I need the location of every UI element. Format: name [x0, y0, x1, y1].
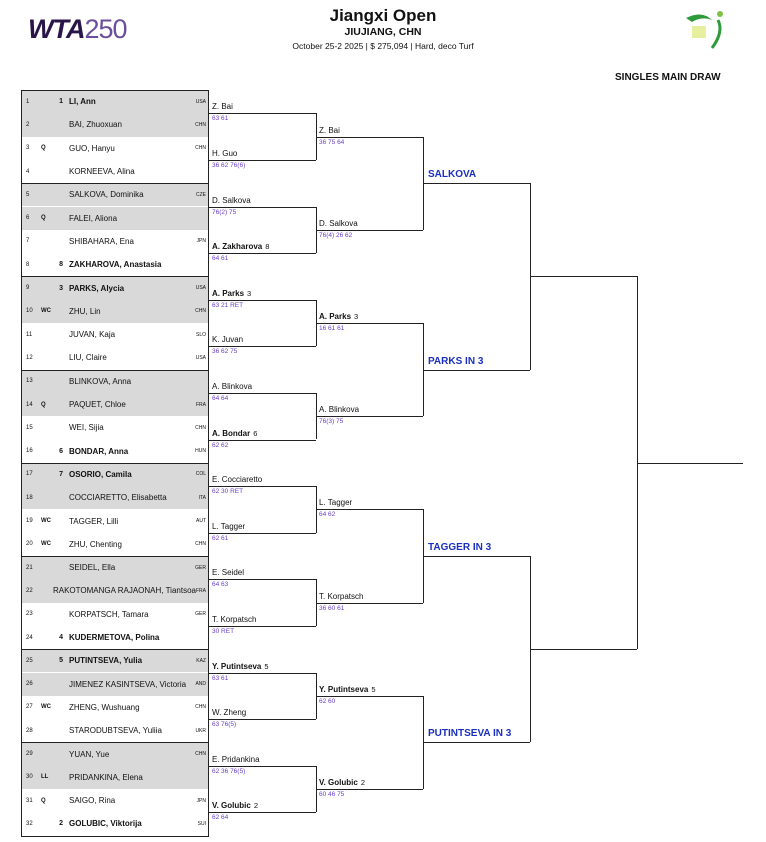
bracket-line — [209, 812, 316, 813]
draw-position: 9 — [26, 285, 30, 292]
country: FRA — [195, 587, 206, 594]
draw-position: 24 — [26, 634, 33, 641]
match-score: 63 21 RET — [212, 301, 244, 309]
entry-status: WC — [41, 518, 51, 525]
draw-position: 8 — [26, 261, 30, 268]
country: GER — [195, 611, 206, 618]
draw-position: 1 — [26, 98, 30, 105]
player-name: RAKOTOMANGA RAJAONAH, Tiantsoa — [52, 586, 196, 596]
player-name: LI, Ann — [69, 97, 96, 107]
country: CHN — [195, 308, 206, 315]
winner-label: L. Tagger — [319, 498, 353, 508]
bracket-line — [423, 742, 530, 743]
match-box — [21, 742, 209, 836]
bracket-line — [423, 556, 530, 557]
country: SLO — [195, 331, 206, 338]
winner-label: A. Blinkova — [319, 405, 360, 415]
winner-label: A. Bondar — [212, 428, 251, 438]
draw-position: 18 — [26, 494, 33, 501]
winner-name — [319, 312, 358, 321]
country: SUI — [197, 820, 206, 827]
country: USA — [195, 285, 206, 292]
country: USA — [195, 354, 206, 361]
winner-label: H. Guo — [212, 148, 238, 158]
entry-status: LL — [41, 774, 49, 781]
match-score: 30 RET — [212, 627, 235, 635]
bracket-line — [209, 300, 316, 301]
quarterfinal-result: TAGGER IN 3 — [428, 542, 492, 553]
winner-label: E. Cocciaretto — [212, 475, 263, 485]
draw-position: 5 — [26, 191, 30, 198]
player-name: JUVAN, Kaja — [69, 330, 116, 340]
quarterfinal-result: PARKS IN 3 — [428, 355, 484, 367]
draw-position: 6 — [26, 215, 30, 222]
winner-label: A. Parks — [212, 288, 245, 298]
winner-label: T. Korpatsch — [212, 614, 257, 624]
draw-position: 29 — [26, 751, 33, 758]
winner-label: Y. Putintseva — [212, 661, 262, 671]
country: CZE — [196, 191, 206, 198]
draw-position: 26 — [26, 681, 33, 688]
seed: 8 — [59, 261, 63, 269]
country: CHN — [195, 121, 206, 128]
country: CHN — [195, 704, 206, 711]
winner-seed: 6 — [253, 428, 258, 438]
bracket-line — [209, 113, 316, 114]
match-score: 62 60 — [319, 697, 336, 705]
winner-seed: 3 — [247, 288, 252, 298]
winner-label: K. Juvan — [212, 335, 244, 345]
match-score: 60 46 75 — [319, 791, 345, 798]
country: CHN — [195, 541, 206, 548]
player-name: SHIBAHARA, Ena — [69, 236, 134, 246]
tournament-info: October 25-2 2025 | $ 275,094 | Hard, deco Turf — [292, 41, 474, 51]
winner-name — [212, 149, 237, 158]
player-name: ZHENG, Wushuang — [69, 702, 140, 712]
match-score: 76(3) 75 — [319, 418, 344, 426]
winner-seed: 2 — [360, 778, 365, 787]
player-name: KORPATSCH, Tamara — [69, 609, 149, 619]
country: AUT — [196, 518, 206, 525]
draw-position: 27 — [26, 704, 33, 711]
draw-position: 16 — [26, 448, 33, 455]
player-name: TAGGER, Lilli — [69, 516, 119, 526]
match-score: 36 75 64 — [319, 138, 345, 146]
match-score: 36 62 76(6) — [212, 161, 246, 169]
winner-name — [319, 219, 358, 228]
draw-position: 14 — [26, 401, 33, 408]
match-box — [21, 649, 209, 743]
winner-label: Y. Putintseva — [319, 684, 369, 694]
player-name: OSORIO, Camila — [69, 469, 132, 479]
seed: 2 — [59, 820, 63, 828]
player-name: GOLUBIC, Viktorija — [69, 819, 142, 829]
winner-name — [212, 102, 233, 111]
winner-name — [319, 126, 340, 135]
match-score: 64 61 — [212, 255, 229, 263]
draw-position: 11 — [26, 331, 33, 338]
winner-name — [212, 568, 244, 577]
entry-status: WC — [41, 308, 51, 315]
bracket-line — [423, 370, 530, 371]
winner-name — [319, 405, 359, 414]
winner-name — [212, 475, 262, 484]
seed: 4 — [59, 634, 63, 642]
match-score: 63 61 — [212, 115, 229, 123]
country: CHN — [195, 145, 206, 152]
country: FRA — [196, 401, 206, 408]
winner-name — [319, 778, 365, 787]
player-name: ZAKHAROVA, Anastasia — [69, 260, 162, 270]
draw-position: 12 — [26, 354, 33, 361]
match-score: 16 61 61 — [319, 325, 345, 332]
bracket-line — [209, 160, 316, 161]
seed: 3 — [59, 284, 63, 292]
country: CHN — [195, 424, 206, 431]
winner-label: L. Tagger — [212, 521, 246, 531]
draw-position: 13 — [26, 378, 33, 385]
winner-name — [212, 662, 269, 671]
winner-name — [319, 498, 352, 507]
country: COL — [195, 471, 206, 478]
entry-status: Q — [41, 145, 46, 152]
winner-name — [212, 615, 256, 624]
quarterfinal-result: PUTINTSEVA IN 3 — [428, 728, 512, 740]
player-name: LIU, Claire — [69, 353, 107, 363]
quarterfinal-result: SALKOVA — [428, 169, 477, 181]
match-box — [21, 183, 209, 277]
match-box — [21, 556, 209, 650]
bracket-line — [316, 603, 423, 604]
match-box — [21, 463, 209, 557]
winner-name — [212, 755, 260, 764]
player-name: SAIGO, Rina — [69, 796, 116, 806]
winner-name — [212, 522, 245, 531]
bracket-line — [209, 533, 316, 534]
seed: 7 — [59, 470, 63, 478]
player-name: ZHU, Chenting — [69, 539, 122, 549]
player-name: BLINKOVA, Anna — [69, 376, 132, 386]
match-score: 36 60 61 — [319, 604, 345, 612]
player-name: SALKOVA, Dominika — [69, 190, 144, 200]
player-name: PARKS, Alycia — [69, 283, 125, 293]
player-name: ZHU, Lin — [69, 306, 101, 316]
player-name: BAI, Zhuoxuan — [69, 120, 122, 130]
winner-name — [212, 708, 246, 717]
bracket-line — [209, 253, 316, 254]
country: CHN — [195, 751, 206, 758]
country: HUN — [195, 448, 206, 455]
bracket-line — [209, 440, 316, 441]
match-score: 36 62 75 — [212, 348, 238, 356]
winner-name — [212, 289, 251, 298]
bracket-line — [316, 416, 423, 417]
bracket-line — [209, 207, 316, 208]
match-score: 63 76(5) — [212, 721, 237, 729]
bracket-line — [316, 323, 423, 324]
winner-label: Z. Bai — [319, 125, 340, 135]
bracket-line — [209, 393, 316, 394]
winner-label: W. Zheng — [212, 708, 247, 718]
player-name: FALEI, Aliona — [69, 213, 118, 223]
bracket-line — [423, 183, 530, 184]
jiangxi-open-logo — [682, 8, 728, 52]
seed: 6 — [59, 447, 63, 455]
entry-status: Q — [41, 797, 46, 804]
winner-name — [212, 196, 251, 205]
winner-label: A. Zakharova — [212, 242, 263, 252]
winner-seed: 5 — [371, 684, 376, 694]
winner-label: V. Golubic — [319, 778, 358, 787]
player-name: GUO, Hanyu — [69, 143, 115, 153]
winner-label: Z. Bai — [212, 102, 233, 112]
player-name: PUTINTSEVA, Yulia — [69, 656, 143, 666]
entry-status: Q — [41, 401, 46, 408]
player-name: JIMENEZ KASINTSEVA, Victoria — [69, 679, 187, 689]
winner-label: D. Salkova — [319, 218, 358, 228]
country: UKR — [195, 727, 206, 734]
winner-name — [212, 335, 243, 344]
match-score: 63 61 — [212, 674, 229, 682]
bracket-line — [209, 719, 316, 720]
wta-250-logo: WTA250 — [28, 14, 127, 44]
winner-label: E. Pridankina — [212, 754, 260, 764]
winner-seed: 3 — [354, 312, 359, 321]
match-score: 64 64 — [212, 394, 229, 402]
bracket-line — [316, 509, 423, 510]
match-box — [21, 276, 209, 370]
draw-position: 32 — [26, 820, 33, 827]
player-name: BONDAR, Anna — [69, 446, 129, 456]
match-score: 76(4) 26 62 — [319, 231, 353, 239]
winner-name — [212, 429, 257, 438]
bracket-line — [316, 789, 423, 790]
winner-label: D. Salkova — [212, 195, 251, 205]
match-score: 62 64 — [212, 814, 229, 822]
draw-label: SINGLES MAIN DRAW — [615, 72, 721, 83]
draw-position: 17 — [26, 471, 33, 478]
draw-position: 19 — [26, 518, 33, 525]
match-box — [21, 90, 209, 184]
winner-name — [212, 382, 252, 391]
draw-position: 22 — [26, 587, 33, 594]
player-name: SEIDEL, Ella — [69, 563, 116, 573]
draw-position: 7 — [26, 238, 30, 245]
country: JPN — [196, 238, 206, 245]
draw-position: 2 — [26, 121, 30, 128]
draw-position: 23 — [26, 611, 33, 618]
winner-label: A. Parks — [319, 312, 352, 321]
match-score: 62 62 — [212, 441, 229, 449]
match-score: 76(2) 75 — [212, 208, 237, 216]
match-score: 64 62 — [319, 511, 336, 519]
tournament-title: Jiangxi Open — [329, 6, 437, 25]
match-score: 62 30 RET — [212, 488, 244, 496]
player-name: PAQUET, Chloe — [69, 400, 126, 410]
bracket-line — [209, 673, 316, 674]
entry-status: WC — [41, 704, 51, 711]
entry-status: Q — [41, 215, 46, 222]
bracket-line — [316, 137, 423, 138]
bracket-line — [209, 486, 316, 487]
draw-position: 21 — [26, 564, 33, 571]
winner-name — [319, 685, 376, 694]
winner-label: V. Golubic — [212, 801, 251, 811]
winner-seed: 5 — [264, 661, 269, 671]
player-name: YUAN, Yue — [69, 749, 110, 759]
match-score: 62 36 76(5) — [212, 767, 246, 775]
draw-position: 25 — [26, 657, 33, 664]
draw-position: 31 — [26, 797, 33, 804]
bracket-line — [530, 276, 637, 277]
bracket-line — [209, 766, 316, 767]
winner-label: E. Seidel — [212, 568, 245, 578]
match-score: 62 61 — [212, 534, 229, 542]
player-name: COCCIARETTO, Elisabetta — [69, 493, 167, 503]
bracket-line — [209, 626, 316, 627]
seed: 5 — [59, 657, 63, 665]
winner-name — [319, 592, 363, 601]
draw-position: 3 — [26, 145, 30, 152]
tournament-location: JIUJIANG, CHN — [344, 26, 422, 38]
match-box — [21, 370, 209, 464]
draw-position: 30 — [26, 774, 33, 781]
country: ITA — [198, 494, 206, 501]
country: JPN — [196, 797, 206, 804]
country: AND — [195, 681, 206, 688]
player-name: KORNEEVA, Alina — [69, 167, 135, 177]
draw-position: 20 — [26, 541, 33, 548]
bracket-line — [316, 230, 423, 231]
bracket-line — [209, 579, 316, 580]
player-name: WEI, Sijia — [69, 423, 104, 433]
country: GER — [195, 564, 206, 571]
winner-label: T. Korpatsch — [319, 591, 364, 601]
winner-seed: 2 — [253, 801, 258, 811]
winner-label: A. Blinkova — [212, 381, 253, 391]
player-name: KUDERMETOVA, Polina — [69, 633, 160, 643]
player-name: PRIDANKINA, Elena — [69, 772, 143, 782]
draw-position: 4 — [26, 168, 30, 175]
bracket-line — [530, 649, 637, 650]
draw-position: 28 — [26, 727, 33, 734]
winner-name — [212, 242, 269, 251]
match-score: 64 63 — [212, 581, 229, 589]
draw-position: 10 — [26, 308, 33, 315]
winner-name — [212, 801, 258, 810]
draw-position: 15 — [26, 424, 33, 431]
entry-status: WC — [41, 541, 51, 548]
country: USA — [195, 98, 206, 105]
seed: 1 — [59, 98, 63, 106]
bracket-line — [316, 696, 423, 697]
player-name: STARODUBTSEVA, Yuliia — [69, 726, 162, 736]
winner-seed: 8 — [265, 242, 270, 252]
country: KAZ — [196, 657, 206, 664]
bracket-line — [637, 463, 743, 464]
bracket-line — [209, 346, 316, 347]
